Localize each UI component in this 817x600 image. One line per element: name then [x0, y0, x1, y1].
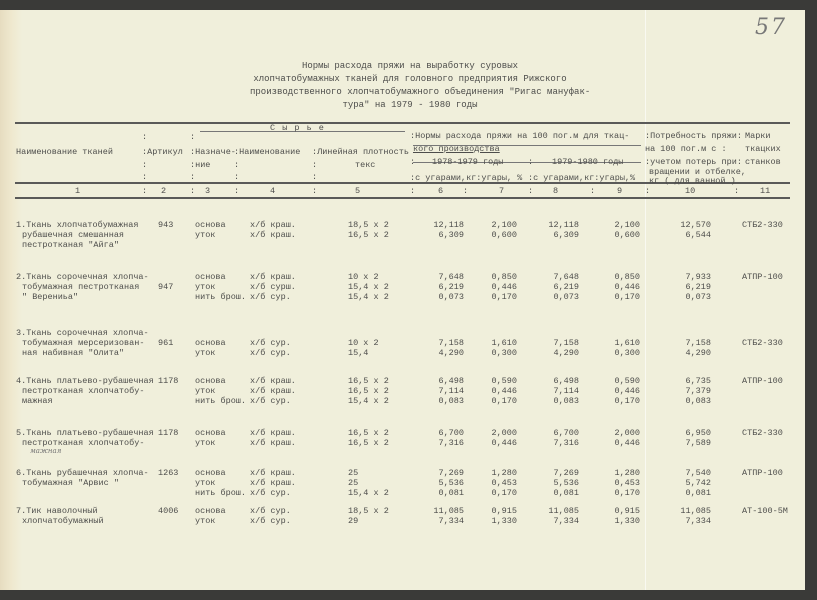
norm-1978-1979: 7,316	[438, 438, 464, 448]
waste-1979-1980: 2,000	[614, 428, 640, 438]
loom-brand: АТПР-100	[742, 272, 783, 282]
header-sub-2: :с угарами,кг:угары,%	[528, 173, 636, 183]
norm-1978-1979: 12,118	[433, 220, 464, 230]
yarn-purpose: нить брош.	[195, 292, 247, 302]
column-number: 2	[161, 186, 167, 196]
fabric-name: 7.Тик наволочный	[16, 506, 98, 516]
yarn-name: х/б краш.	[250, 428, 296, 438]
loom-brand: СТБ2-330	[742, 428, 783, 438]
linear-density: 10 х 2	[348, 338, 379, 348]
waste-1979-1980: 1,610	[614, 338, 640, 348]
article-number: 1178	[158, 428, 179, 438]
yarn-name: х/б краш.	[250, 386, 296, 396]
fabric-name: пестротканая хлопчатобу-	[22, 386, 145, 396]
yarn-need: 11,085	[680, 506, 711, 516]
waste-1978-1979: 1,330	[491, 516, 517, 526]
norm-1978-1979: 0,083	[438, 396, 464, 406]
header-period-2: 1979-1980 годы	[552, 157, 624, 167]
separator: :	[142, 172, 148, 182]
separator: :	[312, 172, 318, 182]
yarn-name: х/б краш.	[250, 468, 296, 478]
yarn-need: 12,570	[680, 220, 711, 230]
norm-1978-1979: 7,334	[438, 516, 464, 526]
document-title	[250, 60, 591, 112]
fabric-name: 2.Ткань сорочечная хлопча-	[16, 272, 149, 282]
waste-1979-1980: 0,170	[614, 488, 640, 498]
column-number: 5	[355, 186, 361, 196]
yarn-purpose: уток	[195, 348, 216, 358]
yarn-need: 7,158	[685, 338, 711, 348]
column-number: 11	[760, 186, 771, 196]
yarn-purpose: уток	[195, 478, 216, 488]
waste-1979-1980: 0,170	[614, 292, 640, 302]
column-number: 8	[553, 186, 559, 196]
norm-1978-1979: 0,081	[438, 488, 464, 498]
yarn-need: 7,540	[685, 468, 711, 478]
loom-brand: АТ-100-5М	[742, 506, 788, 516]
yarn-purpose: уток	[195, 516, 216, 526]
linear-density: 16,5 х 2	[348, 386, 389, 396]
title-line: хлопчатобумажных тканей для головного предприятия Рижского	[253, 74, 567, 84]
norm-1978-1979: 7,114	[438, 386, 464, 396]
yarn-need: 0,081	[685, 488, 711, 498]
waste-1978-1979: 0,170	[491, 292, 517, 302]
waste-1978-1979: 0,170	[491, 488, 517, 498]
yarn-name: х/б сур.	[250, 292, 291, 302]
handwritten-page-number: 57	[755, 15, 787, 40]
linear-density: 18,5 х 2	[348, 506, 389, 516]
yarn-purpose: нить брош.	[195, 488, 247, 498]
waste-1978-1979: 0,300	[491, 348, 517, 358]
norm-1978-1979: 5,536	[438, 478, 464, 488]
yarn-name: х/б сур.	[250, 516, 291, 526]
fabric-name: 5.Ткань платьево-рубашечная	[16, 428, 154, 438]
linear-density: 16,5 х 2	[348, 428, 389, 438]
yarn-need: 7,379	[685, 386, 711, 396]
yarn-name: х/б краш.	[250, 230, 296, 240]
article-number: 943	[158, 220, 174, 230]
fabric-name: пестротканая "Айга"	[22, 240, 119, 250]
waste-1979-1980: 2,100	[614, 220, 640, 230]
article-number: 1263	[158, 468, 179, 478]
waste-1979-1980: 0,600	[614, 230, 640, 240]
header-period-1: 1978-1979 годы	[432, 157, 504, 167]
norm-1979-1980: 7,316	[553, 438, 579, 448]
header-brand-2: ткацких	[745, 144, 781, 154]
norm-1979-1980: 11,085	[548, 506, 579, 516]
linear-density: 15,4	[348, 348, 369, 358]
separator: :	[234, 172, 240, 182]
loom-brand: СТБ2-330	[742, 338, 783, 348]
fabric-name: рубашечная смешанная	[22, 230, 125, 240]
column-number: 9	[617, 186, 623, 196]
separator: :	[312, 186, 318, 196]
waste-1978-1979: 0,446	[491, 282, 517, 292]
yarn-purpose: основа	[195, 376, 226, 386]
norm-1978-1979: 6,309	[438, 230, 464, 240]
separator: :	[142, 160, 148, 170]
yarn-name: х/б сур.	[250, 488, 291, 498]
linear-density: 25	[348, 478, 359, 488]
yarn-purpose: основа	[195, 272, 226, 282]
title-line: тура" на 1979 - 1980 годы	[342, 100, 478, 110]
fabric-name: 6.Ткань рубашечная хлопча-	[16, 468, 149, 478]
yarn-purpose: уток	[195, 438, 216, 448]
linear-density: 16,5 х 2	[348, 376, 389, 386]
norm-1979-1980: 7,158	[553, 338, 579, 348]
loom-brand: СТБ2-330	[742, 220, 783, 230]
yarn-need: 6,219	[685, 282, 711, 292]
separator: :	[190, 172, 196, 182]
yarn-need: 6,735	[685, 376, 711, 386]
norm-1978-1979: 7,158	[438, 338, 464, 348]
waste-1978-1979: 0,600	[491, 230, 517, 240]
page-fold	[645, 10, 646, 590]
yarn-name: х/б краш.	[250, 376, 296, 386]
header-need-4: вращении и отбелке,	[649, 167, 746, 177]
column-number: 10	[685, 186, 696, 196]
norm-1978-1979: 6,498	[438, 376, 464, 386]
separator: :	[734, 186, 740, 196]
norm-1978-1979: 6,219	[438, 282, 464, 292]
yarn-need: 7,334	[685, 516, 711, 526]
separator: :	[234, 186, 240, 196]
linear-density: 15,4 х 2	[348, 292, 389, 302]
column-number: 4	[270, 186, 276, 196]
header-need: :Потребность пряжи:	[645, 131, 742, 141]
separator: :	[190, 132, 196, 142]
header-norms: :Нормы расхода пряжи на 100 пог.м для ткац-	[410, 131, 630, 141]
waste-1978-1979: 0,446	[491, 386, 517, 396]
norm-1979-1980: 6,309	[553, 230, 579, 240]
separator: :	[142, 186, 148, 196]
article-number: 961	[158, 338, 174, 348]
linear-density: 15,4 х 2	[348, 282, 389, 292]
article-number: 1178	[158, 376, 179, 386]
waste-1978-1979: 0,453	[491, 478, 517, 488]
yarn-need: 6,544	[685, 230, 711, 240]
document-page	[0, 10, 805, 590]
waste-1979-1980: 1,330	[614, 516, 640, 526]
waste-1978-1979: 1,610	[491, 338, 517, 348]
norm-1978-1979: 6,700	[438, 428, 464, 438]
waste-1978-1979: 0,915	[491, 506, 517, 516]
yarn-name: х/б сур.	[250, 396, 291, 406]
waste-1978-1979: 0,446	[491, 438, 517, 448]
separator: :	[410, 157, 416, 167]
waste-1978-1979: 2,000	[491, 428, 517, 438]
header-norms-cont: кого производства	[413, 144, 500, 154]
fabric-name: " Верениьа"	[22, 292, 79, 302]
norm-1979-1980: 6,700	[553, 428, 579, 438]
yarn-need: 7,589	[685, 438, 711, 448]
fabric-name: 4.Ткань платьево-рубашечная	[16, 376, 154, 386]
header-need-5: кг ( для ванной )	[649, 176, 736, 186]
yarn-purpose: основа	[195, 338, 226, 348]
separator: :	[234, 160, 240, 170]
norm-1979-1980: 0,083	[553, 396, 579, 406]
article-number: 947	[158, 282, 174, 292]
yarn-purpose: уток	[195, 282, 216, 292]
linear-density: 10 х 2	[348, 272, 379, 282]
separator: :	[190, 186, 196, 196]
waste-1979-1980: 0,446	[614, 386, 640, 396]
header-bottom-rule	[15, 197, 790, 199]
yarn-need: 6,950	[685, 428, 711, 438]
header-yarn-name: :Наименование	[234, 147, 301, 157]
norm-1979-1980: 5,536	[553, 478, 579, 488]
yarn-purpose: уток	[195, 230, 216, 240]
yarn-need: 0,083	[685, 396, 711, 406]
norm-1979-1980: 7,648	[553, 272, 579, 282]
norm-1979-1980: 4,290	[553, 348, 579, 358]
yarn-name: х/б сур.	[250, 506, 291, 516]
separator: :	[528, 186, 534, 196]
column-number: 1	[75, 186, 81, 196]
header-linear-density: :Линейная плотность	[312, 147, 409, 157]
header-purpose: :Назначе-	[190, 147, 236, 157]
header-purpose-cont: :ние	[190, 160, 211, 170]
linear-density: 16,5 х 2	[348, 438, 389, 448]
yarn-name: х/б сур.	[250, 338, 291, 348]
fabric-name: ная набивная "Олита"	[22, 348, 125, 358]
handwritten-note: мажная	[30, 447, 62, 455]
separator: :	[528, 157, 534, 167]
fabric-name: тобумажная мерсеризован-	[22, 338, 145, 348]
norm-1979-1980: 0,081	[553, 488, 579, 498]
norm-1979-1980: 0,073	[553, 292, 579, 302]
waste-1978-1979: 2,100	[491, 220, 517, 230]
norm-1979-1980: 6,219	[553, 282, 579, 292]
yarn-name: х/б краш.	[250, 478, 296, 488]
linear-density: 15,4 х 2	[348, 488, 389, 498]
separator: :	[142, 132, 148, 142]
linear-density: 29	[348, 516, 359, 526]
title-line: Нормы расхода пряжи на выработку суровых	[301, 61, 519, 71]
title-line: производственного хлопчатобумажного объединения "Ригас мануфак-	[250, 87, 591, 97]
waste-1979-1980: 1,280	[614, 468, 640, 478]
header-linear-density-unit: текс	[355, 160, 376, 170]
waste-1979-1980: 0,590	[614, 376, 640, 386]
yarn-need: 4,290	[685, 348, 711, 358]
yarn-name: х/б сур.	[250, 348, 291, 358]
separator: :	[312, 160, 318, 170]
column-number: 6	[438, 186, 444, 196]
fabric-name: хлопчатобумажный	[22, 516, 104, 526]
loom-brand: АТПР-100	[742, 468, 783, 478]
fabric-name: тобумажная "Арвис "	[22, 478, 119, 488]
waste-1978-1979: 0,590	[491, 376, 517, 386]
loom-brand: АТПР-100	[742, 376, 783, 386]
yarn-name: х/б краш.	[250, 272, 296, 282]
separator: :	[590, 186, 596, 196]
yarn-name: х/б краш.	[250, 220, 296, 230]
yarn-name: х/б сурш.	[250, 282, 296, 292]
waste-1978-1979: 0,170	[491, 396, 517, 406]
yarn-purpose: основа	[195, 428, 226, 438]
yarn-need: 7,933	[685, 272, 711, 282]
yarn-purpose: нить брош.	[195, 396, 247, 406]
waste-1978-1979: 1,280	[491, 468, 517, 478]
separator: :	[463, 186, 469, 196]
header-raw-material: С ы р ь е	[270, 123, 325, 133]
waste-1978-1979: 0,850	[491, 272, 517, 282]
norm-1978-1979: 0,073	[438, 292, 464, 302]
linear-density: 18,5 х 2	[348, 220, 389, 230]
yarn-purpose: уток	[195, 386, 216, 396]
norm-1979-1980: 7,114	[553, 386, 579, 396]
yarn-purpose: основа	[195, 220, 226, 230]
waste-1979-1980: 0,453	[614, 478, 640, 488]
waste-1979-1980: 0,446	[614, 438, 640, 448]
waste-1979-1980: 0,300	[614, 348, 640, 358]
norm-1979-1980: 7,269	[553, 468, 579, 478]
norm-1979-1980: 6,498	[553, 376, 579, 386]
yarn-need: 5,742	[685, 478, 711, 488]
norm-1978-1979: 4,290	[438, 348, 464, 358]
fabric-name: 3.Ткань сорочечная хлопча-	[16, 328, 149, 338]
header-top-rule	[15, 122, 790, 124]
header-sub-1: :с угарами,кг:угары, %	[410, 173, 523, 183]
linear-density: 15,4 х 2	[348, 396, 389, 406]
header-need-2: на 100 пог.м с :	[645, 144, 727, 154]
norm-1978-1979: 11,085	[433, 506, 464, 516]
waste-1979-1980: 0,446	[614, 282, 640, 292]
fabric-name: 1.Ткань хлопчатобумажная	[16, 220, 139, 230]
waste-1979-1980: 0,170	[614, 396, 640, 406]
separator: :	[645, 186, 651, 196]
waste-1979-1980: 0,850	[614, 272, 640, 282]
separator: :	[410, 186, 416, 196]
yarn-need: 0,073	[685, 292, 711, 302]
column-number: 7	[499, 186, 505, 196]
yarn-name: х/б краш.	[250, 438, 296, 448]
norm-1979-1980: 7,334	[553, 516, 579, 526]
yarn-purpose: основа	[195, 468, 226, 478]
column-number: 3	[205, 186, 211, 196]
norm-1978-1979: 7,648	[438, 272, 464, 282]
linear-density: 16,5 х 2	[348, 230, 389, 240]
norm-1979-1980: 12,118	[548, 220, 579, 230]
norm-1978-1979: 7,269	[438, 468, 464, 478]
header-brand-3: станков	[745, 157, 781, 167]
yarn-purpose: основа	[195, 506, 226, 516]
article-number: 4006	[158, 506, 179, 516]
header-brand: Марки	[745, 131, 771, 141]
header-need-3: :учетом потерь при:	[645, 157, 742, 167]
header-fabric-name: Наименование тканей	[16, 147, 113, 157]
waste-1979-1980: 0,915	[614, 506, 640, 516]
fabric-name: мажная	[22, 396, 53, 406]
linear-density: 25	[348, 468, 359, 478]
fabric-name: пестротканая хлопчатобу-	[22, 438, 145, 448]
header-article: :Артикул	[142, 147, 183, 157]
fabric-name: тобумажная пестротканая	[22, 282, 140, 292]
